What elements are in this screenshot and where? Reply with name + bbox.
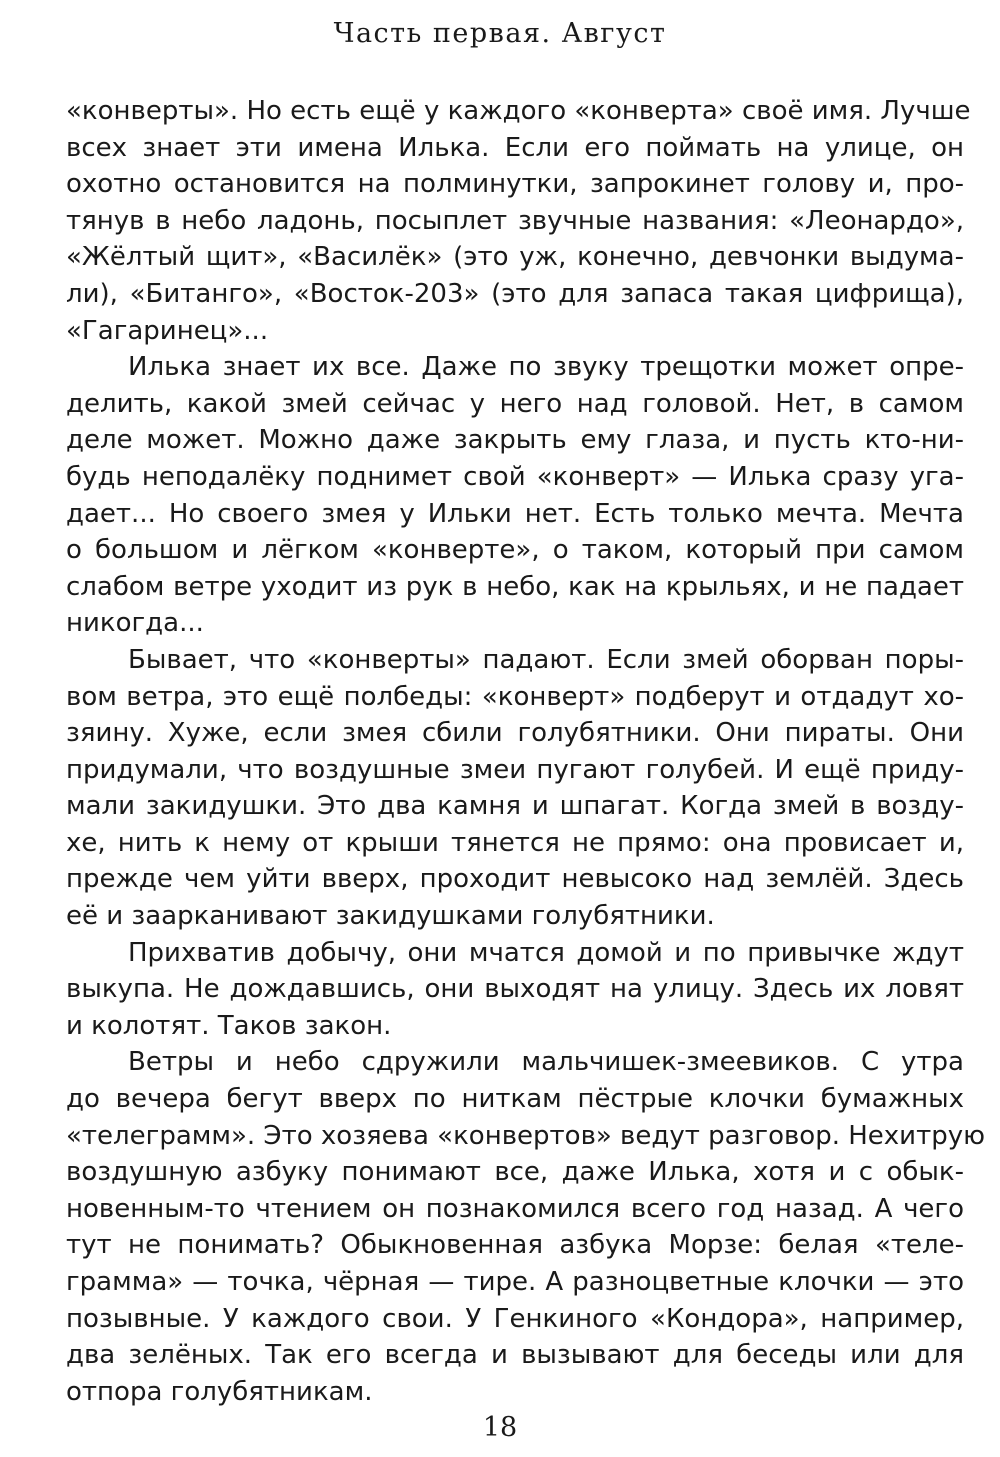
text-line: зяину. Хуже, если змея сбили голубятники. Они пираты. Они xyxy=(66,718,964,749)
text-line: Прихватив добычу, они мчатся домой и по привычке ждут xyxy=(128,937,964,968)
text-line: придумали, что воздушные змеи пугают голубей. И ещё приду- xyxy=(66,754,964,785)
text-line: новенным-то чтением он познакомился всего год назад. А чего xyxy=(66,1193,964,1224)
text-line: хе, нить к нему от крыши тянется не прямо: она провисает и, xyxy=(66,827,964,858)
text-line: прежде чем уйти вверх, проходит невысоко над землёй. Здесь xyxy=(66,864,964,895)
text-line: ли), «Битанго», «Восток-203» (это для запаса такая цифрища), xyxy=(66,278,964,309)
text-line: «Гагаринец»... xyxy=(66,315,269,346)
running-title: Часть первая. Август xyxy=(333,18,667,49)
text-line: и колотят. Таков закон. xyxy=(66,1010,392,1041)
text-line: охотно остановится на полминутки, запрокинет голову и, про- xyxy=(66,169,964,200)
text-line: вом ветра, это ещё полбеды: «конверт» подберут и отдадут хо- xyxy=(66,681,964,712)
text-line: делить, какой змей сейчас у него над головой. Нет, в самом xyxy=(66,388,964,419)
text-line: «конверты». Но есть ещё у каждого «конверта» своё имя. Лучше xyxy=(66,96,971,126)
text-line: Ветры и небо сдружили мальчишек-змеевиков. С утра xyxy=(128,1047,964,1078)
page-number: 18 xyxy=(482,1412,518,1443)
text-line: выкупа. Не дождавшись, они выходят на улицу. Здесь их ловят xyxy=(66,974,964,1005)
text-line: всех знает эти имена Илька. Если его поймать на улице, он xyxy=(66,132,964,163)
text-line: грамма» — точка, чёрная — тире. А разноцветные клочки — это xyxy=(66,1267,964,1297)
text-line: Илька знает их все. Даже по звуку трещотки может опре- xyxy=(128,352,964,383)
text-line: тут не понимать? Обыкновенная азбука Морзе: белая «теле- xyxy=(66,1230,964,1261)
text-line: дает... Но своего змея у Ильки нет. Есть только мечта. Мечта xyxy=(66,498,964,529)
text-line: «Жёлтый щит», «Василёк» (это уж, конечно, девчонки выдума- xyxy=(66,242,964,273)
text-line: тянув в небо ладонь, посыплет звучные названия: «Леонардо», xyxy=(66,205,964,236)
text-line: её и заарканивают закидушками голубятники. xyxy=(66,901,715,932)
text-line: позывные. У каждого свои. У Генкиного «Кондора», например, xyxy=(66,1303,964,1334)
text-line: до вечера бегут вверх по ниткам пёстрые клочки бумажных xyxy=(66,1084,964,1115)
text-line: слабом ветре уходит из рук в небо, как на крыльях, и не падает xyxy=(66,571,964,602)
body-text xyxy=(66,93,986,1410)
text-line: никогда... xyxy=(66,608,204,639)
text-line: мали закидушки. Это два камня и шпагат. Когда змей в возду- xyxy=(66,791,964,822)
text-line: о большом и лёгком «конверте», о таком, который при самом xyxy=(66,535,964,566)
text-line: деле может. Можно даже закрыть ему глаза, и пусть кто-ни- xyxy=(66,425,964,456)
text-line: «телеграмм». Это хозяева «конвертов» ведут разговор. Нехитрую xyxy=(66,1120,986,1151)
text-line: два зелёных. Так его всегда и вызывают для беседы или для xyxy=(66,1340,964,1371)
text-line: Бывает, что «конверты» падают. Если змей оборван поры- xyxy=(128,644,964,675)
text-line: отпора голубятникам. xyxy=(66,1376,373,1407)
text-line: воздушную азбуку понимают все, даже Илька, хотя и с обык- xyxy=(66,1157,964,1188)
text-line: будь неподалёку поднимет свой «конверт» — Илька сразу уга- xyxy=(66,461,964,492)
